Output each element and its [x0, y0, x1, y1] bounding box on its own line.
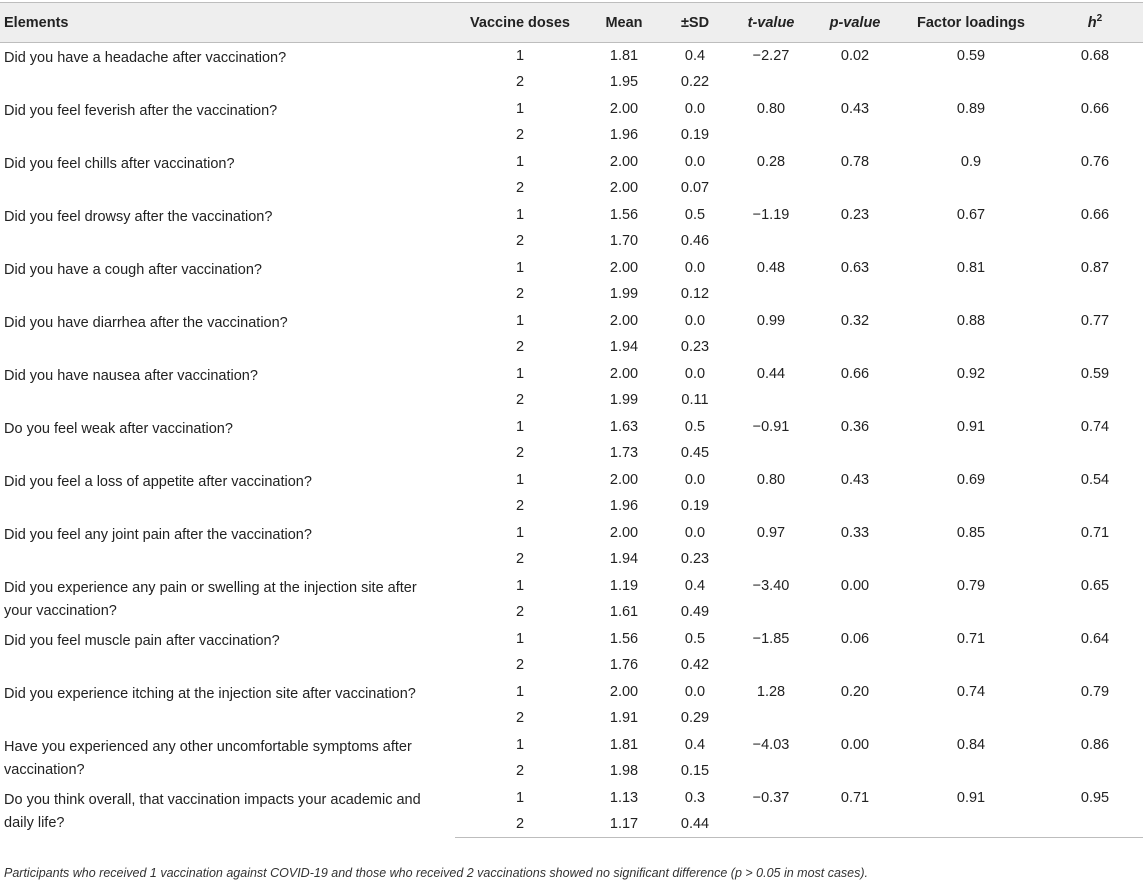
p-value-cell: 0.71 — [840, 789, 870, 806]
h2-cell: 0.68 — [1080, 48, 1110, 64]
p-value-cell: 0.78 — [840, 153, 870, 170]
dose-cell: 1 — [515, 683, 525, 700]
mean-cell: 2.00 — [609, 471, 639, 488]
p-value-cell: 0.32 — [840, 312, 870, 329]
h2-empty — [1047, 281, 1143, 308]
h2-cell: 0.54 — [1080, 471, 1110, 488]
sd-cell: 0.23 — [680, 551, 710, 568]
table-row — [0, 308, 1143, 335]
header-h2-base: h — [1087, 14, 1097, 31]
factor-loading-cell: 0.85 — [956, 524, 986, 541]
factor-loading-empty — [895, 811, 1047, 838]
dose-cell: 1 — [515, 48, 525, 64]
p-value-empty — [815, 334, 895, 361]
mean-cell: 1.73 — [609, 445, 639, 462]
table-row — [0, 785, 1143, 812]
dose-cell: 1 — [515, 418, 525, 435]
h2-cell: 0.59 — [1080, 365, 1110, 382]
mean-cell: 1.56 — [609, 206, 639, 223]
t-value-cell: 1.28 — [756, 683, 786, 700]
h2-cell: 0.95 — [1080, 789, 1110, 806]
sd-cell: 0.0 — [684, 312, 706, 329]
sd-cell: 0.0 — [684, 683, 706, 700]
sd-cell: 0.29 — [680, 710, 710, 727]
table-row — [0, 361, 1143, 388]
header-mean: Mean — [585, 3, 663, 43]
sd-cell: 0.4 — [684, 577, 706, 594]
sd-cell: 0.0 — [684, 259, 706, 276]
h2-empty — [1047, 546, 1143, 573]
question-cell: Did you experience any pain or swelling at the injection site after your vaccination? — [4, 579, 417, 619]
mean-cell: 1.98 — [609, 763, 639, 780]
header-h2-sup: 2 — [1096, 12, 1103, 24]
t-value-empty — [727, 758, 815, 785]
p-value-cell: 0.66 — [840, 365, 870, 382]
t-value-cell: 0.99 — [756, 312, 786, 329]
table-row — [0, 43, 1143, 70]
table-row — [0, 626, 1143, 653]
p-value-empty — [815, 387, 895, 414]
sd-cell: 0.23 — [680, 339, 710, 356]
t-value-empty — [727, 599, 815, 626]
sd-cell: 0.4 — [684, 736, 706, 753]
question-cell: Did you feel a loss of appetite after vaccination? — [4, 473, 312, 490]
factor-loading-cell: 0.89 — [956, 100, 986, 117]
dose-cell: 2 — [515, 286, 525, 303]
h2-cell: 0.79 — [1080, 683, 1110, 700]
p-value-empty — [815, 440, 895, 467]
h2-cell: 0.77 — [1080, 312, 1110, 329]
p-value-cell: 0.63 — [840, 259, 870, 276]
sd-cell: 0.5 — [684, 630, 706, 647]
dose-cell: 1 — [515, 365, 525, 382]
p-value-cell: 0.43 — [840, 100, 870, 117]
question-cell: Have you experienced any other uncomfortable symptoms after vaccination? — [4, 738, 412, 778]
factor-loading-cell: 0.92 — [956, 365, 986, 382]
dose-cell: 1 — [515, 577, 525, 594]
sd-cell: 0.0 — [684, 365, 706, 382]
t-value-cell: 0.97 — [756, 524, 786, 541]
p-value-empty — [815, 69, 895, 96]
t-value-cell: −3.40 — [752, 577, 790, 594]
table-row — [0, 679, 1143, 706]
h2-empty — [1047, 69, 1143, 96]
table-row — [0, 202, 1143, 229]
factor-loading-cell: 0.81 — [956, 259, 986, 276]
t-value-empty — [727, 175, 815, 202]
sd-cell: 0.4 — [684, 48, 706, 64]
mean-cell: 2.00 — [609, 683, 639, 700]
dose-cell: 2 — [515, 127, 525, 144]
table-footnote: Participants who received 1 vaccination against COVID-19 and those who received 2 vaccinations showed no significant difference (p > 0.05 in most cases). — [4, 866, 869, 880]
factor-loading-empty — [895, 546, 1047, 573]
sd-cell: 0.12 — [680, 286, 710, 303]
factor-loading-empty — [895, 493, 1047, 520]
t-value-cell: −0.91 — [752, 418, 790, 435]
mean-cell: 1.99 — [609, 286, 639, 303]
mean-cell: 2.00 — [609, 153, 639, 170]
question-cell: Do you think overall, that vaccination impacts your academic and daily life? — [4, 791, 421, 831]
factor-loading-cell: 0.84 — [956, 736, 986, 753]
p-value-cell: 0.43 — [840, 471, 870, 488]
h2-cell: 0.86 — [1080, 736, 1110, 753]
p-value-empty — [815, 811, 895, 838]
factor-loading-cell: 0.74 — [956, 683, 986, 700]
table-header-row — [0, 3, 1143, 43]
mean-cell: 1.76 — [609, 657, 639, 674]
sd-cell: 0.15 — [680, 763, 710, 780]
question-cell: Did you feel any joint pain after the vaccination? — [4, 526, 312, 543]
p-value-empty — [815, 705, 895, 732]
table-row — [0, 96, 1143, 123]
sd-cell: 0.0 — [684, 471, 706, 488]
mean-cell: 1.81 — [609, 736, 639, 753]
h2-cell: 0.65 — [1080, 577, 1110, 594]
sd-cell: 0.44 — [663, 811, 727, 838]
question-cell: Did you feel feverish after the vaccination? — [4, 102, 278, 119]
question-cell: Did you have nausea after vaccination? — [4, 367, 258, 384]
header-elements: Elements — [0, 3, 455, 43]
mean-cell: 1.95 — [609, 74, 639, 91]
p-value-empty — [815, 228, 895, 255]
t-value-cell: 0.44 — [756, 365, 786, 382]
p-value-cell: 0.20 — [840, 683, 870, 700]
t-value-empty — [727, 122, 815, 149]
dose-cell: 2 — [515, 710, 525, 727]
t-value-empty — [727, 387, 815, 414]
dose-cell: 1 — [515, 206, 525, 223]
question-cell: Did you feel muscle pain after vaccination? — [4, 632, 280, 649]
p-value-empty — [815, 546, 895, 573]
table-row — [0, 520, 1143, 547]
dose-cell: 2 — [515, 74, 525, 91]
mean-cell: 2.00 — [609, 365, 639, 382]
header-t-value — [727, 3, 815, 43]
mean-cell: 2.00 — [609, 180, 639, 197]
factor-loading-empty — [895, 122, 1047, 149]
t-value-cell: 0.48 — [756, 259, 786, 276]
dose-cell: 1 — [515, 524, 525, 541]
h2-empty — [1047, 440, 1143, 467]
factor-loading-cell: 0.88 — [956, 312, 986, 329]
dose-cell: 1 — [515, 100, 525, 117]
mean-cell: 1.94 — [609, 339, 639, 356]
factor-loading-empty — [895, 228, 1047, 255]
sd-cell: 0.0 — [684, 524, 706, 541]
factor-loading-empty — [895, 175, 1047, 202]
t-value-cell: −1.85 — [752, 630, 790, 647]
h2-cell: 0.71 — [1080, 524, 1110, 541]
sd-cell: 0.07 — [680, 180, 710, 197]
h2-cell: 0.87 — [1080, 259, 1110, 276]
table-row — [0, 573, 1143, 600]
dose-cell: 1 — [515, 630, 525, 647]
mean-cell: 1.94 — [609, 551, 639, 568]
h2-empty — [1047, 387, 1143, 414]
sd-cell: 0.49 — [680, 604, 710, 621]
dose-cell: 2 — [515, 392, 525, 409]
dose-cell: 2 — [515, 233, 525, 250]
t-value-empty — [727, 705, 815, 732]
h2-empty — [1047, 599, 1143, 626]
sd-cell: 0.19 — [680, 127, 710, 144]
factor-loading-cell: 0.9 — [960, 153, 982, 170]
sd-cell: 0.42 — [680, 657, 710, 674]
factor-loading-empty — [895, 705, 1047, 732]
p-value-cell: 0.36 — [840, 418, 870, 435]
mean-cell: 2.00 — [609, 312, 639, 329]
sd-cell: 0.0 — [684, 153, 706, 170]
table-row — [0, 255, 1143, 282]
factor-loading-empty — [895, 440, 1047, 467]
factor-loading-empty — [895, 69, 1047, 96]
t-value-empty — [727, 546, 815, 573]
mean-cell: 1.70 — [609, 233, 639, 250]
p-value-cell: 0.00 — [840, 736, 870, 753]
dose-cell: 2 — [515, 657, 525, 674]
mean-cell: 2.00 — [609, 259, 639, 276]
sd-cell: 0.3 — [684, 789, 706, 806]
t-value-cell: 0.28 — [756, 153, 786, 170]
question-cell: Did you experience itching at the injection site after vaccination? — [4, 685, 416, 702]
sd-cell: 0.22 — [680, 74, 710, 91]
sd-cell: 0.46 — [680, 233, 710, 250]
mean-cell: 1.13 — [609, 789, 639, 806]
h2-empty — [1047, 334, 1143, 361]
p-value-cell: 0.33 — [840, 524, 870, 541]
t-value-empty — [727, 440, 815, 467]
t-value-cell: −0.37 — [752, 789, 790, 806]
question-cell: Did you have a cough after vaccination? — [4, 261, 262, 278]
dose-cell: 2 — [515, 498, 525, 515]
table-row — [0, 414, 1143, 441]
sd-cell: 0.5 — [684, 418, 706, 435]
h2-empty — [1047, 705, 1143, 732]
dose-cell: 2 — [515, 551, 525, 568]
mean-cell: 2.00 — [609, 524, 639, 541]
factor-loading-empty — [895, 334, 1047, 361]
t-value-empty — [727, 493, 815, 520]
dose-cell: 2 — [515, 604, 525, 621]
factor-loading-cell: 0.59 — [956, 48, 986, 64]
factor-loading-empty — [895, 281, 1047, 308]
p-value-empty — [815, 175, 895, 202]
t-value-empty — [727, 228, 815, 255]
sd-cell: 0.45 — [680, 445, 710, 462]
t-value-empty — [727, 811, 815, 838]
t-value-empty — [727, 334, 815, 361]
dose-cell: 1 — [515, 471, 525, 488]
mean-cell: 1.19 — [609, 577, 639, 594]
mean-cell: 1.96 — [609, 127, 639, 144]
h2-cell: 0.66 — [1080, 100, 1110, 117]
table-body — [0, 43, 1143, 838]
p-value-cell: 0.06 — [840, 630, 870, 647]
p-value-empty — [815, 599, 895, 626]
results-table — [0, 2, 1143, 838]
mean-cell: 1.81 — [609, 48, 639, 64]
t-value-cell: −2.27 — [752, 48, 790, 64]
question-cell: Do you feel weak after vaccination? — [4, 420, 233, 437]
header-vaccine-doses: Vaccine doses — [455, 3, 585, 43]
mean-cell: 1.91 — [609, 710, 639, 727]
dose-cell: 1 — [515, 259, 525, 276]
h2-empty — [1047, 652, 1143, 679]
sd-cell: 0.11 — [681, 392, 709, 409]
p-value-empty — [815, 652, 895, 679]
h2-empty — [1047, 228, 1143, 255]
mean-cell: 1.56 — [609, 630, 639, 647]
question-cell: Did you have diarrhea after the vaccination? — [4, 314, 288, 331]
header-t-value-text: t-value — [747, 14, 795, 31]
h2-cell: 0.76 — [1080, 153, 1110, 170]
t-value-cell: −1.19 — [752, 206, 790, 223]
sd-cell: 0.0 — [684, 100, 706, 117]
header-p-value-text: p-value — [829, 14, 881, 31]
p-value-cell: 0.02 — [840, 48, 870, 64]
factor-loading-cell: 0.91 — [956, 418, 986, 435]
p-value-empty — [815, 281, 895, 308]
factor-loading-empty — [895, 652, 1047, 679]
dose-cell: 1 — [515, 789, 525, 806]
p-value-empty — [815, 122, 895, 149]
factor-loading-empty — [895, 599, 1047, 626]
h2-cell: 0.64 — [1080, 630, 1110, 647]
header-sd: ±SD — [663, 3, 727, 43]
mean-cell: 1.99 — [609, 392, 639, 409]
dose-cell: 1 — [515, 736, 525, 753]
dose-cell: 1 — [515, 312, 525, 329]
t-value-empty — [727, 69, 815, 96]
mean-cell: 1.96 — [609, 498, 639, 515]
t-value-cell: 0.80 — [756, 100, 786, 117]
factor-loading-cell: 0.69 — [956, 471, 986, 488]
h2-cell: 0.66 — [1080, 206, 1110, 223]
h2-empty — [1047, 122, 1143, 149]
mean-cell: 1.17 — [585, 811, 663, 838]
factor-loading-cell: 0.91 — [956, 789, 986, 806]
dose-cell: 1 — [515, 153, 525, 170]
table-row — [0, 732, 1143, 759]
t-value-empty — [727, 281, 815, 308]
factor-loading-cell: 0.71 — [956, 630, 986, 647]
header-p-value — [815, 3, 895, 43]
factor-loading-cell: 0.67 — [956, 206, 986, 223]
sd-cell: 0.19 — [680, 498, 710, 515]
sd-cell: 0.5 — [684, 206, 706, 223]
p-value-cell: 0.23 — [840, 206, 870, 223]
factor-loading-cell: 0.79 — [956, 577, 986, 594]
mean-cell: 1.63 — [609, 418, 639, 435]
header-factor-loadings: Factor loadings — [895, 3, 1047, 43]
p-value-empty — [815, 493, 895, 520]
h2-empty — [1047, 758, 1143, 785]
header-h2 — [1047, 3, 1143, 43]
table-row — [0, 467, 1143, 494]
factor-loading-empty — [895, 387, 1047, 414]
p-value-empty — [815, 758, 895, 785]
dose-cell: 2 — [515, 180, 525, 197]
t-value-empty — [727, 652, 815, 679]
mean-cell: 1.61 — [609, 604, 639, 621]
h2-empty — [1047, 493, 1143, 520]
h2-empty — [1047, 811, 1143, 838]
h2-cell: 0.74 — [1080, 418, 1110, 435]
t-value-cell: −4.03 — [752, 736, 790, 753]
factor-loading-empty — [895, 758, 1047, 785]
dose-cell: 2 — [515, 339, 525, 356]
dose-cell: 2 — [515, 445, 525, 462]
table-row — [0, 149, 1143, 176]
mean-cell: 2.00 — [609, 100, 639, 117]
question-cell: Did you have a headache after vaccination? — [4, 50, 287, 66]
p-value-cell: 0.00 — [840, 577, 870, 594]
h2-empty — [1047, 175, 1143, 202]
dose-cell: 2 — [515, 763, 525, 780]
dose-cell: 2 — [455, 811, 585, 838]
question-cell: Did you feel drowsy after the vaccination? — [4, 208, 273, 225]
t-value-cell: 0.80 — [756, 471, 786, 488]
question-cell: Did you feel chills after vaccination? — [4, 155, 235, 172]
